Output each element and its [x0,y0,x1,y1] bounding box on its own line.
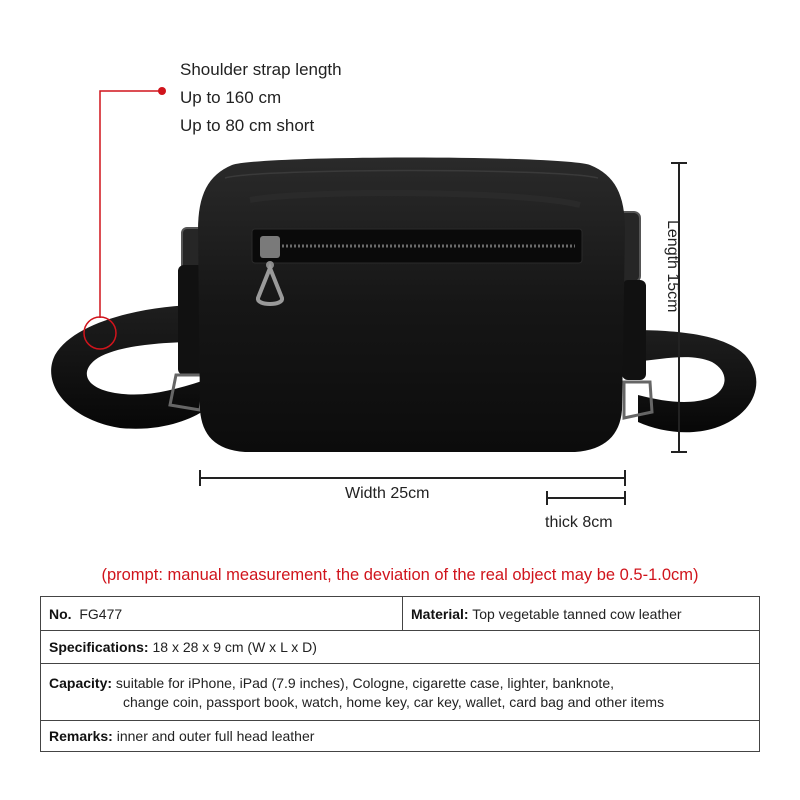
specifications-value: 18 x 28 x 9 cm (W x L x D) [152,639,317,655]
remarks-value: inner and outer full head leather [116,728,315,744]
strap-long-length: Up to 160 cm [180,88,282,107]
specifications-label: Specifications: [49,639,149,655]
no-value: FG477 [79,605,123,622]
material-value: Top vegetable tanned cow leather [472,605,682,622]
spec-table [40,596,760,752]
length-label: Length 15cm [664,220,681,313]
table-row [41,631,760,664]
capacity-value-line2: change coin, passport book, watch, home key, car key, wallet, card bag and other items [123,693,665,710]
strap-title: Shoulder strap length [180,60,342,79]
strap-short-length: Up to 80 cm short [180,116,315,135]
capacity-value-line1: suitable for iPhone, iPad (7.9 inches), Cologne, cigarette case, lighter, banknote, [115,674,615,691]
specifications-cell [41,631,760,664]
remarks-label: Remarks: [49,728,113,744]
strap-info [180,56,342,140]
table-row [41,664,760,721]
thick-label: thick 8cm [545,514,613,531]
no-label: No. [49,605,72,622]
material-cell [403,597,760,631]
capacity-label: Capacity: [49,674,113,691]
width-label: Width 25cm [345,485,430,502]
strap-pointer-line [100,91,162,318]
no-cell [41,597,403,631]
material-label: Material: [411,605,469,622]
measurement-note: (prompt: manual measurement, the deviation of the real object may be 0.5-1.0cm) [101,566,699,584]
remarks-cell [41,721,760,752]
capacity-cell [41,664,760,721]
zipper-track [252,229,582,263]
table-row [41,721,760,752]
table-row [41,597,760,631]
